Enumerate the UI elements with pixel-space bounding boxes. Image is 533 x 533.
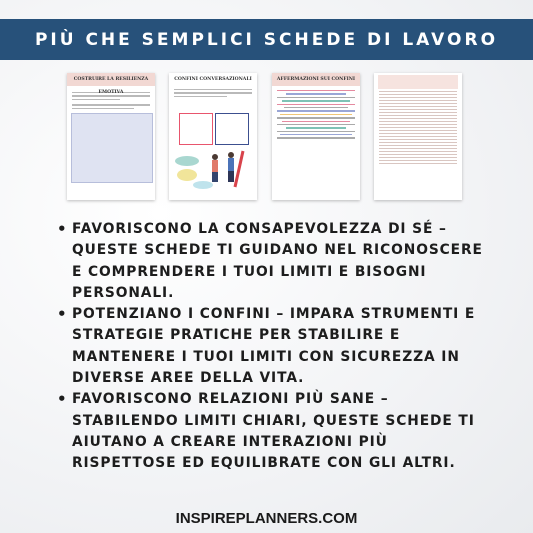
writing-line [379,142,457,143]
affirmation-lines [272,90,360,139]
worksheet-previews [0,73,533,201]
boundary-card-left [179,113,213,145]
affirmation-line [286,127,346,128]
writing-line [379,154,457,155]
affirmation-line [286,93,346,94]
writing-line [379,157,457,158]
boundary-card-right [215,113,249,145]
writing-line [379,91,457,92]
text-line [174,92,252,93]
affirmation-line [277,124,355,125]
affirmation-line [277,104,355,105]
writing-line [379,97,457,98]
worksheet-title: COSTRUIRE LA RESILIENZA EMOTIVA [67,73,155,86]
text-line [72,108,134,109]
writing-line [379,103,457,104]
writing-line [379,115,457,116]
writing-line [379,148,457,149]
affirmation-line [280,114,352,115]
writing-line [379,100,457,101]
text-line [72,104,150,105]
worksheet-title: CONFINI CONVERSAZIONALI [169,73,257,86]
writing-line [379,163,457,164]
affirmation-line [282,100,350,101]
text-line [174,96,227,97]
writing-line [379,145,457,146]
writing-line [379,160,457,161]
benefit-relationships: • FAVORISCONO RELAZIONI PIÙ SANE – STABILENDO LIMITI CHIARI, QUESTE SCHEDE TI AIUTANO A CREARE INTERAZIONI PIÙ RISPETTOSE ED EQUILIBRATE CON GLI ALTRI. [57,389,497,474]
affirmation-line [277,117,355,118]
writing-line [379,133,457,134]
worksheet-preview-affirmations [272,73,360,200]
writing-line [379,94,457,95]
writing-area [71,113,153,183]
writing-line [379,151,457,152]
benefit-self-awareness: • FAVORISCONO LA CONSAPEVOLEZZA DI SÉ – QUESTE SCHEDE TI GUIDANO NEL RICONOSCERE E COMPRENDERE I TUOI LIMITI E BISOGNI PERSONALI. [57,219,497,304]
banner-title: PIÙ CHE SEMPLICI SCHEDE DI LAVORO [34,29,499,50]
worksheet-header-block [378,75,458,89]
worksheet-preview-conversational [169,73,257,200]
writing-line [379,124,457,125]
writing-line [379,109,457,110]
affirmation-line [277,97,355,98]
people-illustration [173,147,253,192]
worksheet-preview-journal [374,73,462,200]
website-url: INSPIREPLANNERS.COM [175,510,358,527]
writing-line [379,136,457,137]
affirmation-line [277,90,355,91]
writing-line [379,139,457,140]
affirmation-line [282,121,350,122]
affirmation-line [277,131,355,132]
affirmation-line [280,134,352,135]
writing-line [379,118,457,119]
title-banner [0,19,533,60]
writing-line [379,106,457,107]
writing-line [379,112,457,113]
writing-line [379,121,457,122]
text-line [174,89,252,90]
affirmation-line [277,137,355,138]
benefits-list [57,219,497,475]
affirmation-line [284,107,348,108]
benefit-boundaries: • POTENZIANO I CONFINI – IMPARA STRUMENTI E STRATEGIE PRATICHE PER STABILIRE E MANTENERE I TUOI LIMITI CON SICUREZZA IN DIVERSE AREE DELLA VITA. [57,304,497,389]
writing-line [379,127,457,128]
affirmation-line [277,110,355,111]
worksheet-preview-resilience [67,73,155,200]
writing-line [379,130,457,131]
worksheet-title: AFFERMAZIONI SUI CONFINI [272,73,360,86]
